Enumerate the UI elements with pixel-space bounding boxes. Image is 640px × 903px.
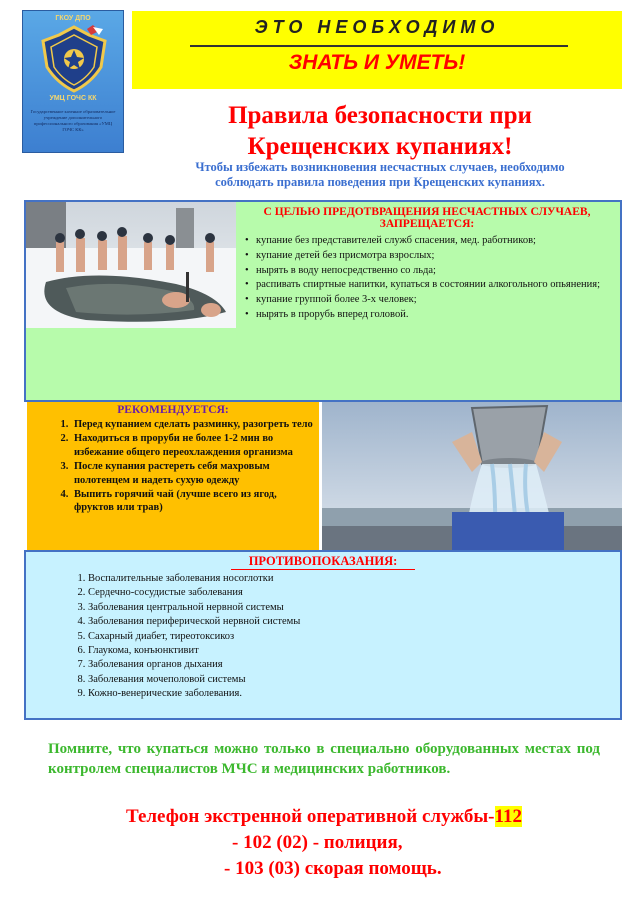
list-item: 4. Заболевания периферической нервной системы [88, 615, 440, 629]
subtitle-line-1: Чтобы избежать возникновения несчастных случаев, необходимо [195, 160, 565, 174]
list-item: 2. Сердечно-сосудистые заболевания [88, 586, 440, 600]
list-item: 6. Глаукома, конъюнктивит [88, 644, 440, 658]
contraindications-list [40, 572, 440, 702]
list-item: 3. Заболевания центральной нервной системы [88, 601, 440, 615]
prohibited-list [236, 234, 616, 323]
title-line-1: Правила безопасности при [228, 102, 532, 129]
list-item: 1. Перед купанием сделать разминку, разогреть тело [71, 418, 319, 432]
header-line-2: ЗНАТЬ И УМЕТЬ! [288, 51, 466, 74]
police-phone: - 102 (02) - полиция, [232, 832, 403, 853]
contraindications-heading: ПРОТИВОПОКАЗАНИЯ: [248, 554, 398, 568]
logo-top-text: ГКОУ ДПО [55, 15, 91, 22]
bucket-pouring-photo [322, 402, 622, 550]
logo-caption: Государственное казенное образовательное учреждение дополнительного профессионального образования «УМЦ ГОЧС КК» [30, 109, 116, 132]
list-item: • купание детей без присмотра взрослых; [256, 249, 616, 264]
list-item: 1. Воспалительные заболевания носоглотки [88, 572, 440, 586]
prohibited-heading [236, 206, 618, 230]
logo-bottom-text: УМЦ ГОЧС КК [49, 95, 97, 102]
recommended-list [27, 418, 319, 515]
prohibited-heading-line-2: ЗАПРЕЩАЕТСЯ: [379, 218, 475, 230]
emergency-phone-number: 112 [494, 806, 522, 827]
page-title [130, 100, 630, 162]
list-item: • нырять в прорубь вперед головой. [256, 308, 616, 323]
prohibited-heading-line-1: С ЦЕЛЬЮ ПРЕДОТВРАЩЕНИЯ НЕСЧАСТНЫХ СЛУЧАЕВ, [263, 206, 591, 218]
list-item: 8. Заболевания мочеполовой системы [88, 673, 440, 687]
institution-logo [22, 10, 124, 153]
header-line-1: ЭТО НЕОБХОДИМО [254, 17, 500, 37]
recommended-heading: РЕКОМЕНДУЕТСЯ: [117, 404, 229, 416]
emergency-phone-label: Телефон экстренной оперативной службы- [126, 806, 495, 827]
list-item: 7. Заболевания органов дыхания [88, 658, 440, 672]
list-item: 3. После купания растереть себя махровым полотенцем и надеть сухую одежду [71, 460, 319, 488]
emergency-phone-line [40, 806, 608, 828]
list-item: 2. Находиться в проруби не более 1-2 мин во избежание общего переохлаждения организма [71, 432, 319, 460]
list-item: • купание группой более 3-х человек; [256, 293, 616, 308]
list-item: 9. Кожно-венерические заболевания. [88, 687, 440, 701]
list-item: • купание без представителей служб спасения, мед. работников; [256, 234, 616, 249]
header-banner [132, 11, 622, 89]
list-item: 4. Выпить горячий чай (лучше всего из ягод, фруктов или трав) [71, 488, 319, 516]
list-item: • нырять в воду непосредственно со льда; [256, 264, 616, 279]
title-line-2: Крещенских купаниях! [247, 133, 513, 160]
reminder-text: Помните, что купаться можно только в специально оборудованных местах под контролем специалистов МЧС и медицинских работников. [48, 741, 600, 777]
list-item: • распивать спиртные напитки, купаться в состоянии алкогольного опьянения; [256, 278, 616, 293]
contraindications-underline [231, 569, 415, 570]
ice-hole-swimmers-photo [26, 202, 236, 328]
subtitle-line-2: соблюдать правила поведения при Крещенских купаниях. [215, 175, 545, 189]
header-divider [190, 45, 568, 47]
shield-emblem-icon [39, 23, 109, 93]
list-item: 5. Сахарный диабет, тиреотоксикоз [88, 630, 440, 644]
page-subtitle [130, 160, 630, 190]
ambulance-phone: - 103 (03) скорая помощь. [224, 858, 442, 879]
